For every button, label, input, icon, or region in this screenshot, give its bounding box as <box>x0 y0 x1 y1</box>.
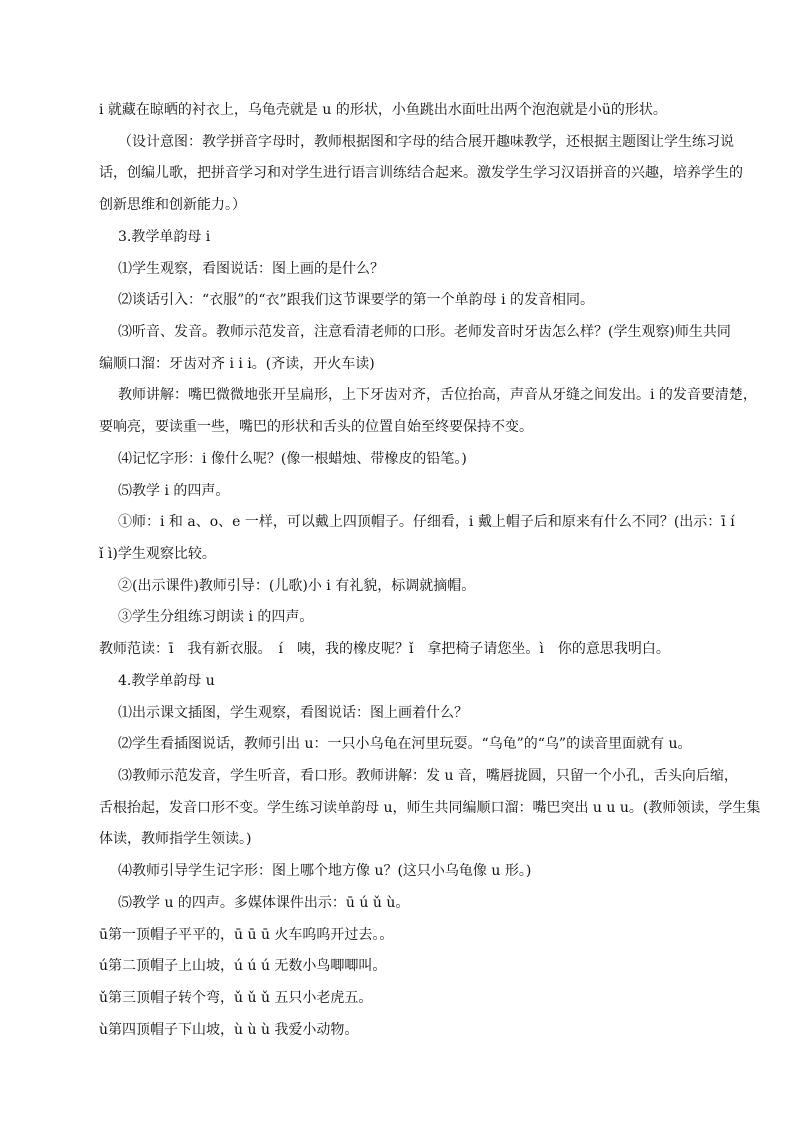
paragraph-line: 要响亮，要读重一些，嘴巴的形状和舌头的位置自始至终要保持不变。 <box>99 419 533 435</box>
paragraph-line: ú第二顶帽子上山坡，ú ú ú 无数小鸟唧唧叫。 <box>99 958 387 974</box>
paragraph-line: ǐ ì)学生观察比较。 <box>99 546 216 562</box>
paragraph-line: ū第一顶帽子平平的，ū ū ū 火车呜呜开过去。。 <box>99 927 394 943</box>
paragraph-line: ③学生分组练习朗读 i 的四声。 <box>118 609 314 625</box>
paragraph-line: ⑸教学 i 的四声。 <box>118 483 230 499</box>
paragraph-line: 创新思维和创新能力。） <box>99 197 246 213</box>
section-heading: 3.教学单韵母 i <box>118 229 211 245</box>
paragraph-line: 话，创编儿歌，把拼音学习和对学生进行语言训练结合起来。激发学生学习汉语拼音的兴趣，培养学生的 <box>99 165 743 181</box>
paragraph-line: （设计意图：教学拼音字母时，教师根据图和字母的结合展开趣味教学，还根据主题图让学生练习说 <box>118 134 734 150</box>
paragraph-line: 编顺口溜：牙齿对齐 i i i。(齐读，开火车读) <box>99 356 375 372</box>
paragraph-line: ⑵谈话引入：“衣服”的“衣”跟我们这节课要学的第一个单韵母 i 的发音相同。 <box>118 292 595 308</box>
paragraph-line: ⑸教学 u 的四声。多媒体课件出示：ū ú ǔ ù。 <box>118 895 410 911</box>
paragraph-line: 体读，教师指学生领读。) <box>99 831 252 847</box>
paragraph-line: 教师范读：ī 我有新衣服。 í 咦，我的橡皮呢？ǐ 拿把椅子请您坐。ì 你的意思我明白。 <box>99 641 670 657</box>
paragraph-line: ①师：i 和 a、o、e 一样，可以戴上四顶帽子。仔细看，i 戴上帽子后和原来有什么不同？(出示：ī í <box>118 514 735 530</box>
paragraph-line: ②(出示课件)教师引导：(儿歌)小 i 有礼貌，标调就摘帽。 <box>118 578 476 594</box>
paragraph-line: ⑴出示课文插图，学生观察，看图说话：图上画着什么？ <box>118 705 468 721</box>
paragraph-line: ǔ第三顶帽子转个弯，ǔ ǔ ǔ 五只小老虎五。 <box>99 990 373 1006</box>
paragraph-line: ⑶听音、发音。教师示范发音，注意看清老师的口形。老师发音时牙齿怎么样？(学生观察)师生共同 <box>118 324 731 340</box>
paragraph-line: 教师讲解：嘴巴微微地张开呈扁形，上下牙齿对齐，舌位抬高，声音从牙缝之间发出。i 的发音要清楚， <box>118 387 757 403</box>
paragraph-line: ⑴学生观察，看图说话：图上画的是什么？ <box>118 261 384 277</box>
paragraph-line: 舌根抬起，发音口形不变。学生练习读单韵母 u，师生共同编顺口溜：嘴巴突出 u u u。(教师领读，学生集 <box>99 800 761 816</box>
paragraph-line: ⑵学生看插图说话，教师引出 u：一只小乌龟在河里玩耍。“乌龟”的“乌”的读音里面就有 u。 <box>118 736 692 752</box>
paragraph-line: ⑶教师示范发音，学生听音，看口形。教师讲解：发 u 音，嘴唇拢圆，只留一个小孔，舌头向后缩， <box>118 768 738 784</box>
paragraph-line: i 就藏在晾晒的衬衣上，乌龟壳就是 u 的形状，小鱼跳出水面吐出两个泡泡就是小ü的形状。 <box>99 102 667 118</box>
section-heading: 4.教学单韵母 u <box>118 673 215 689</box>
paragraph-line: ù第四顶帽子下山坡，ù ù ù 我爱小动物。 <box>99 1022 359 1038</box>
paragraph-line: ⑷记忆字形：i 像什么呢？(像一根蜡烛、带橡皮的铅笔。) <box>118 451 467 467</box>
paragraph-line: ⑷教师引导学生记字形：图上哪个地方像 u？(这只小乌龟像 u 形。) <box>118 863 532 879</box>
